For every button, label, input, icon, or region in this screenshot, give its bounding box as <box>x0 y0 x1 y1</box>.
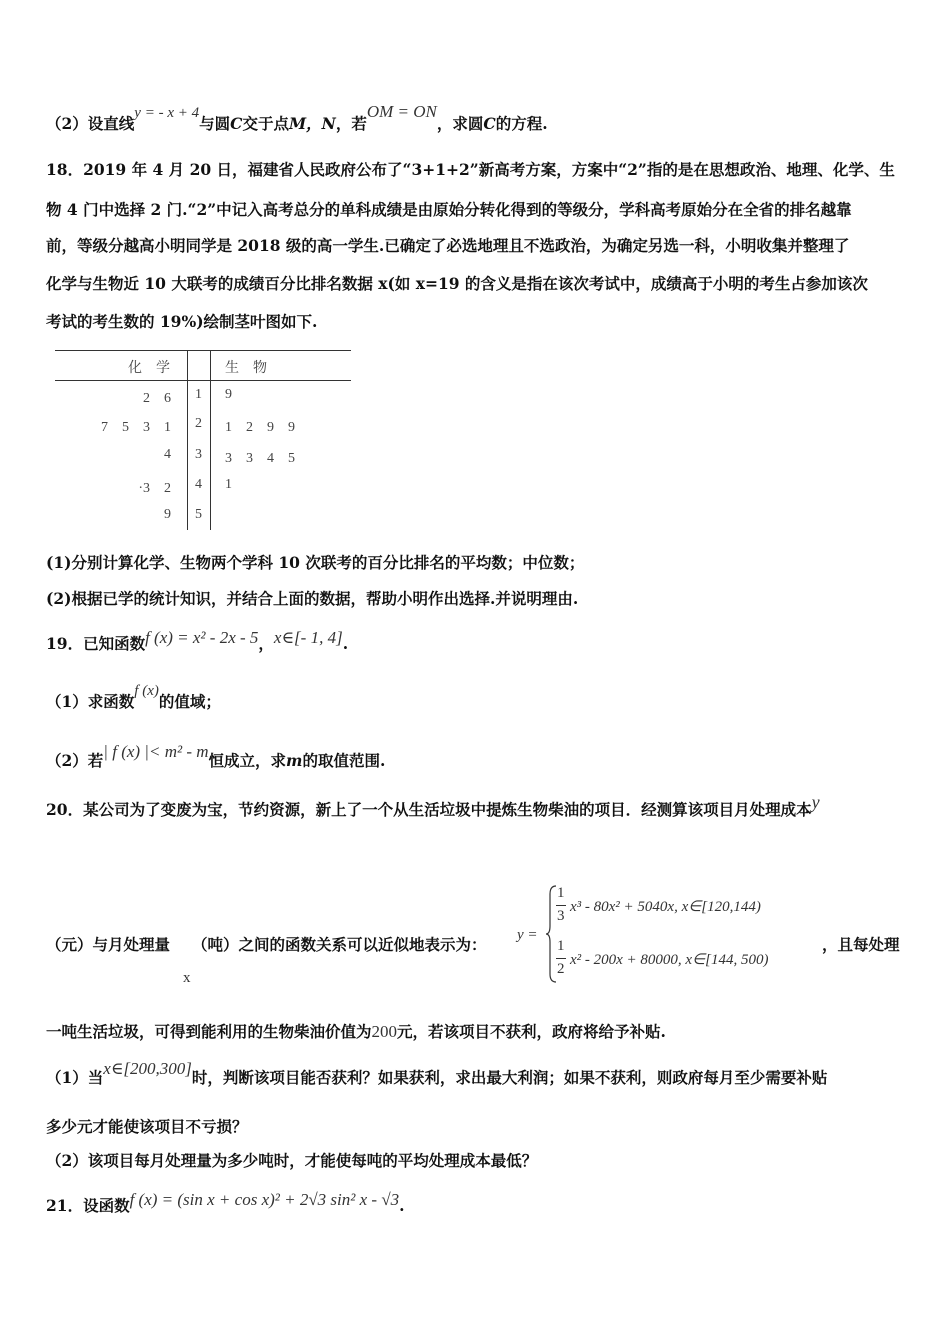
stem-row-4-left: ·3 2 <box>138 481 171 496</box>
stem-plot-divider-left <box>187 350 188 530</box>
q20-line2-c: ，且每处理 <box>822 935 900 954</box>
q20-line-1 <box>46 792 910 820</box>
q19-part2 <box>46 742 910 771</box>
q17-p2-mid2: 交于点 <box>242 114 289 133</box>
q17-circle-label-2: C <box>483 114 496 133</box>
q18-sub1: (1)分别计算化学、生物两个学科 10 次联考的百分比排名的平均数；中位数； <box>46 553 585 572</box>
q20-frac1-den: 3 <box>557 908 565 924</box>
q19-stem <box>46 628 910 654</box>
stem-header-chemistry: 化 学 <box>128 361 170 376</box>
q21-end: . <box>399 1196 405 1215</box>
q19-p2-m: m <box>286 751 303 770</box>
q17-p2-mid3: ，若 <box>335 114 367 133</box>
q20-frac2-bar <box>556 958 566 959</box>
q17-line-equation: y = - x + 4 <box>134 105 200 121</box>
q20-frac1-num: 1 <box>557 885 565 901</box>
q17-part2 <box>46 102 910 135</box>
stem-leaf-plot <box>55 350 351 532</box>
stem-row-1-right: 9 <box>225 387 232 402</box>
q20-frac2-den: 2 <box>557 961 565 977</box>
q20-x-var: x <box>183 970 191 986</box>
stem-row-3-left: 4 <box>164 447 171 462</box>
q20-part1 <box>46 1059 910 1088</box>
q20-line-3 <box>46 1022 910 1042</box>
q17-points: M，N <box>288 114 336 133</box>
stem-row-2-left: 7 5 3 1 <box>101 420 171 435</box>
q19-function: f (x) = x² - 2x - 5 <box>145 628 259 647</box>
q19-p1-prefix: （1）求函数 <box>46 692 135 711</box>
q20-frac1-bar <box>556 905 566 906</box>
q19-prefix: 19．已知函数 <box>46 634 146 653</box>
q20-piece-2: x² - 200x + 80000, x∈[144, 500) <box>570 952 769 968</box>
q20-line2-a: （元）与月处理量 <box>46 935 171 954</box>
q20-p1-suffix: 时，判断该项目能否获利？如果获利，求出最大利润；如果不获利，则政府每月至少需要补贴 <box>191 1068 828 1087</box>
q21-prefix: 21．设函数 <box>46 1196 130 1215</box>
stem-row-2-stem: 2 <box>195 416 202 431</box>
q20-part2: （2）该项目每月处理量为多少吨时，才能使每吨的平均处理成本最低？ <box>46 1151 538 1170</box>
q20-p1-prefix: （1）当 <box>46 1068 104 1087</box>
q18-sub2: (2)根据已学的统计知识，并结合上面的数据，帮助小明作出选择.并说明理由. <box>46 589 579 608</box>
stem-plot-divider-right <box>210 350 211 530</box>
q21-function: f (x) = (sin x + cos x)² + 2√3 sin² x - √3 <box>129 1190 400 1209</box>
q19-p1-suffix: 的值域； <box>158 692 221 711</box>
q20-piece-y: y = <box>517 927 538 943</box>
q18-line-1: 18．2019 年 4 月 20 日，福建省人民政府公布了“3+1+2”新高考方案，方案中“2”指的是在思想政治、地理、化学、生 <box>46 160 895 179</box>
stem-row-5-left: 9 <box>164 507 171 522</box>
stem-plot-header-rule <box>55 380 351 381</box>
q20-line3-a: 一吨生活垃圾，可得到能利用的生物柴油价值为 <box>46 1022 372 1041</box>
q20-line3-b: 元，若该项目不获利，政府将给予补贴. <box>397 1022 666 1041</box>
stem-row-1-stem: 1 <box>195 387 202 402</box>
q20-piece-1: x³ - 80x² + 5040x, x∈[120,144) <box>570 899 761 915</box>
q20-line-2 <box>46 935 910 955</box>
q20-frac2-num: 1 <box>557 938 565 954</box>
q18-line-2: 物 4 门中选择 2 门.“2”中记入高考总分的单科成绩是由原始分转化得到的等级分，学科高考原始分在全省的排名越靠 <box>46 200 852 219</box>
q17-p2-prefix: （2）设直线 <box>46 114 135 133</box>
q17-vector-condition: OM = ON <box>366 102 437 121</box>
q20-line1-text: 20．某公司为了变废为宝，节约资源，新上了一个从生活垃圾中提炼生物柴油的项目．经测算该项目月处理成本 <box>46 800 812 819</box>
q19-p1-function: f (x) <box>134 683 159 699</box>
q20-p1-range: x∈[200,300] <box>103 1059 192 1078</box>
q17-circle-label: C <box>230 114 243 133</box>
stem-row-3-stem: 3 <box>195 447 202 462</box>
q19-separator: ， <box>258 634 274 653</box>
stem-header-biology: 生 物 <box>225 361 267 376</box>
stem-row-3-right: 3 3 4 5 <box>225 451 295 466</box>
q20-brace-icon <box>544 884 558 984</box>
q18-line-5: 考试的考生数的 19%)绘制茎叶图如下. <box>46 312 318 331</box>
stem-row-1-left: 2 6 <box>143 391 171 406</box>
q20-part1-line2: 多少元才能使该项目不亏损？ <box>46 1117 248 1136</box>
q18-line-3: 前，等级分越高小明同学是 2018 级的高一学生.已确定了必选地理且不选政治，为确定另选一科，小明收集并整理了 <box>46 236 850 255</box>
q21-stem <box>46 1190 910 1216</box>
q17-p2-mid: 与圆 <box>199 114 231 133</box>
stem-row-4-right: 1 <box>225 477 232 492</box>
q17-p2-suffix: ，求圆 <box>436 114 484 133</box>
q19-part1 <box>46 683 910 713</box>
q17-p2-end: 的方程. <box>495 114 548 133</box>
q20-line2-b: （吨）之间的函数关系可以近似地表示为： <box>192 935 487 954</box>
q19-p2-inequality: | f (x) |< m² - m <box>103 742 209 761</box>
q18-line-4: 化学与生物近 10 大联考的成绩百分比排名数据 x(如 x=19 的含义是指在该次考试中，成绩高于小明的考生占参加该次 <box>46 274 868 293</box>
q19-end: . <box>342 634 349 653</box>
q19-p2-suffix: 的取值范围. <box>302 751 386 770</box>
stem-plot-top-rule <box>55 350 351 351</box>
q19-p2-prefix: （2）若 <box>46 751 104 770</box>
stem-row-4-stem: 4 <box>195 477 202 492</box>
q20-y-var: y <box>811 792 820 812</box>
stem-row-5-stem: 5 <box>195 507 202 522</box>
q20-value-200: 200 <box>371 1022 398 1041</box>
q19-domain: x∈[- 1, 4] <box>273 628 343 647</box>
stem-row-2-right: 1 2 9 9 <box>225 420 295 435</box>
q19-p2-mid: 恒成立，求 <box>208 751 287 770</box>
